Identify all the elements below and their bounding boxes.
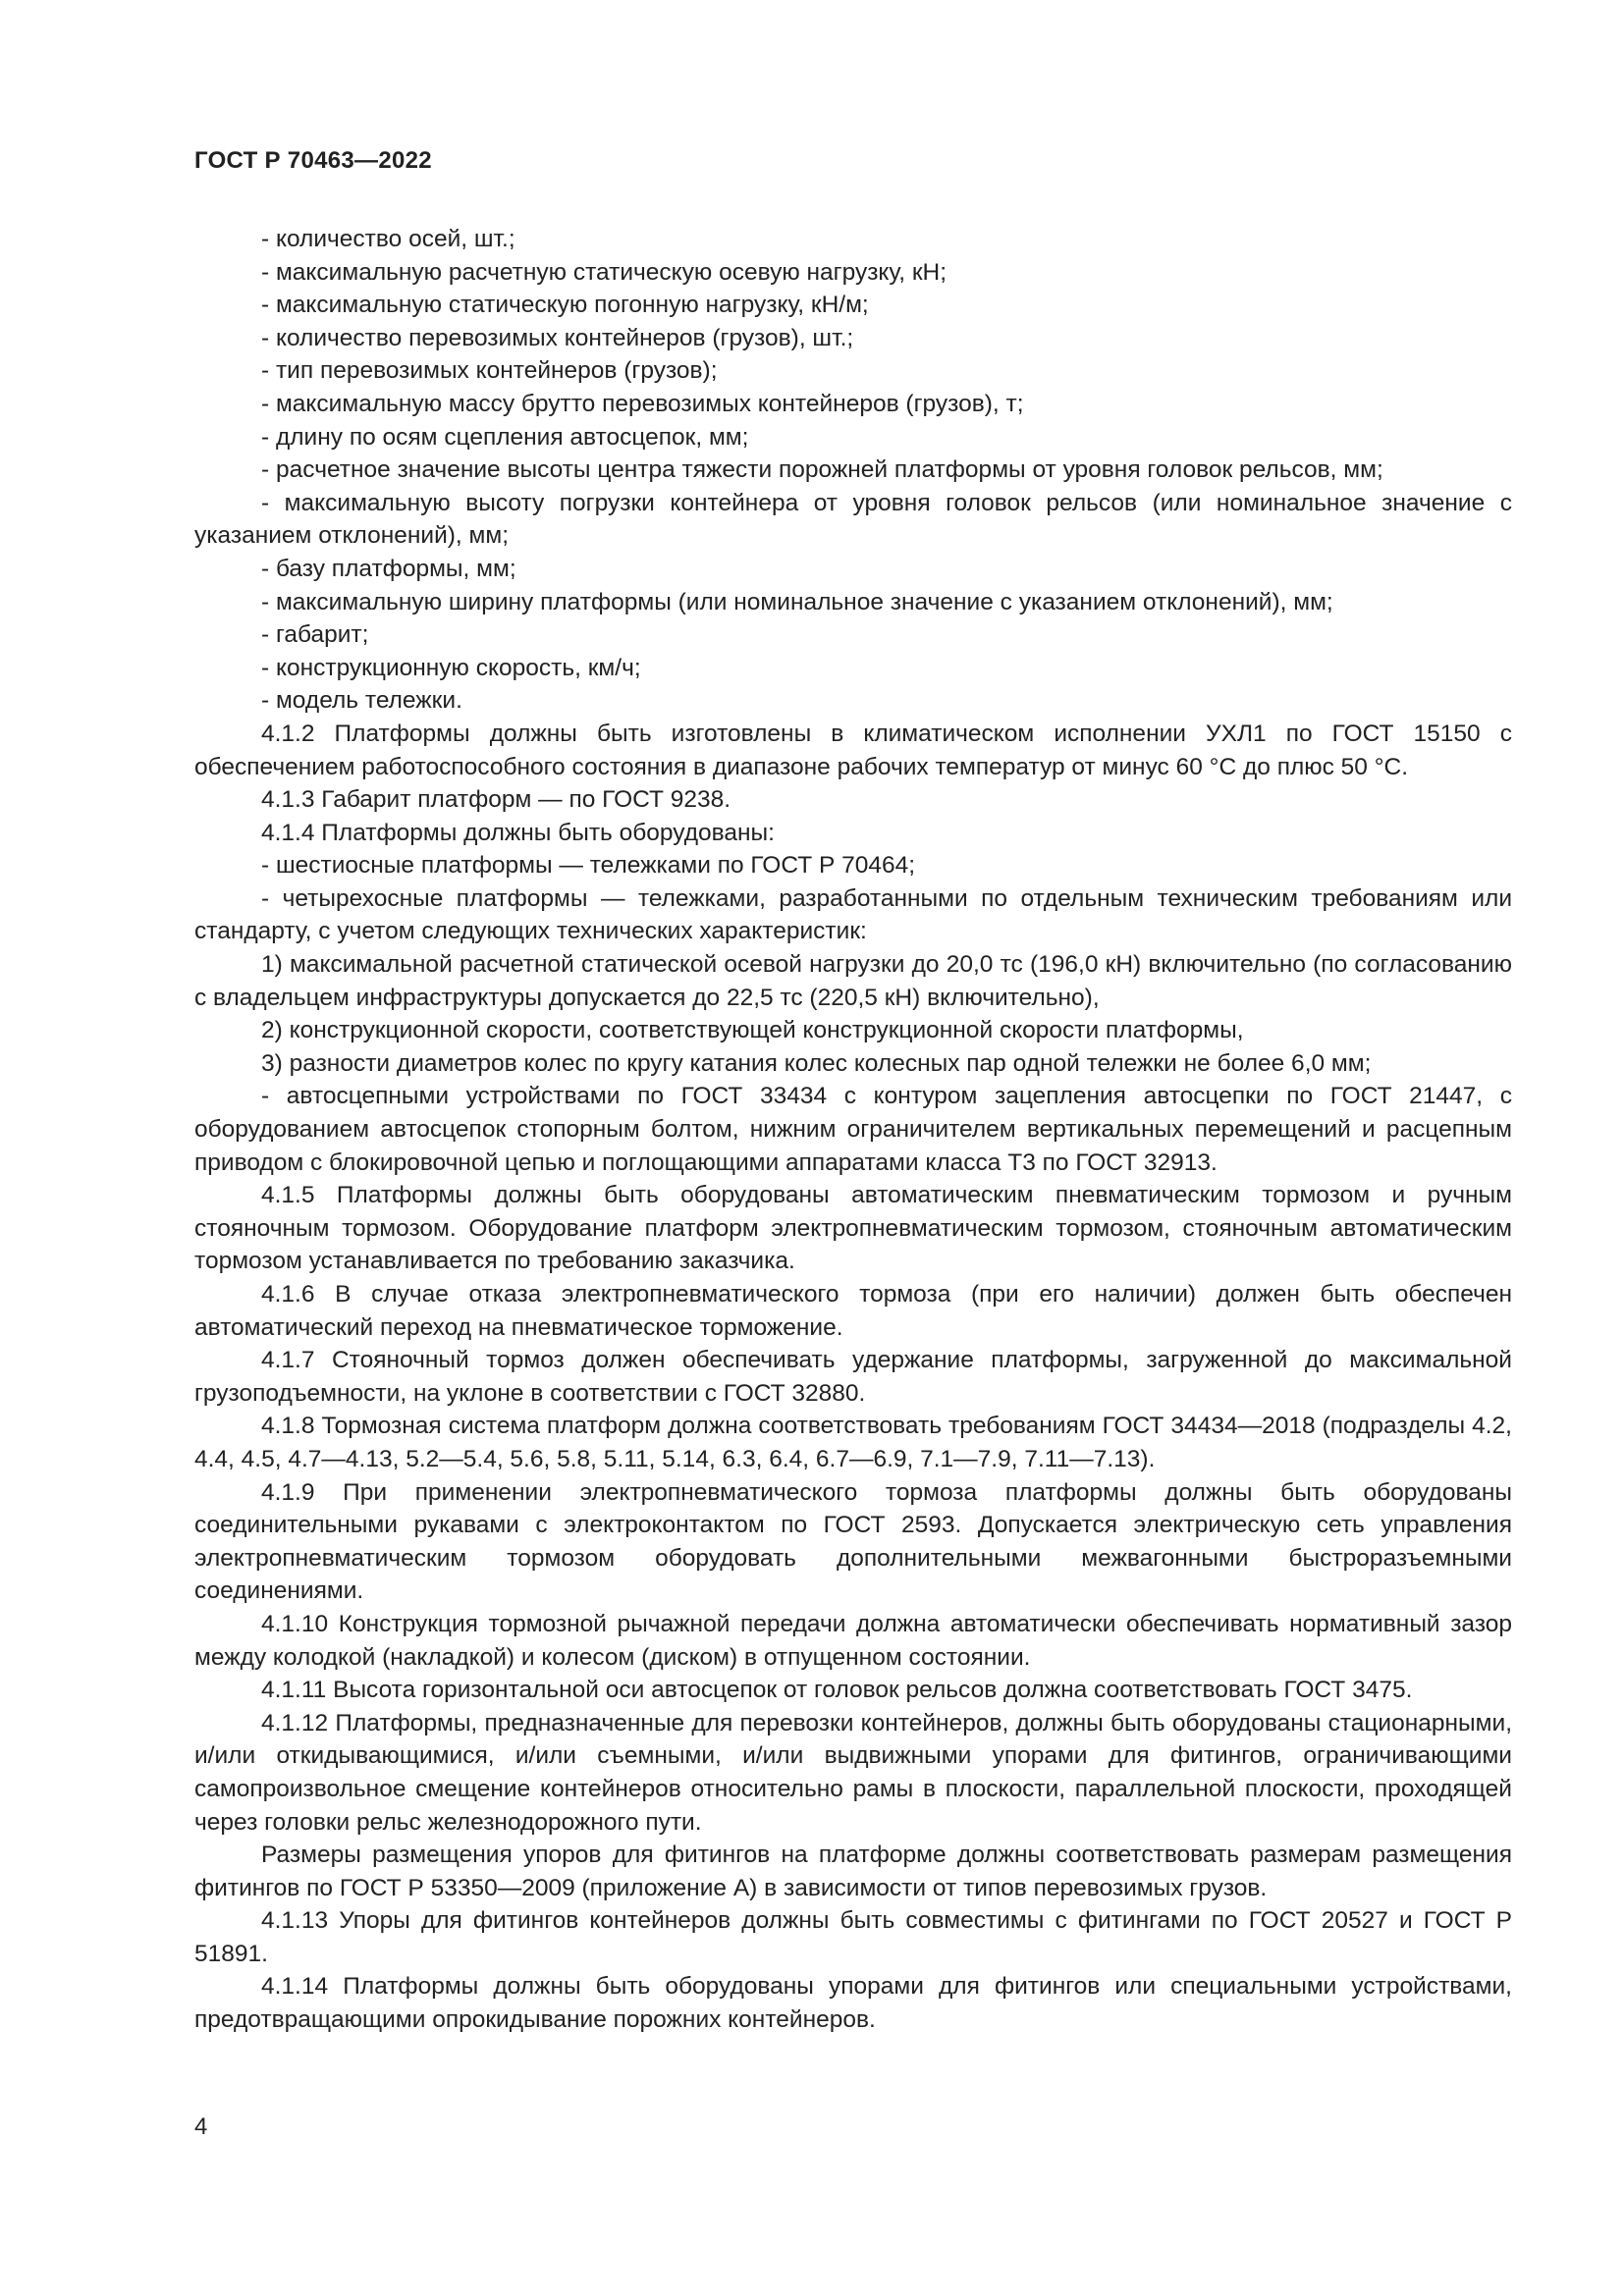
list-item: - максимальную массу брутто перевозимых контейнеров (грузов), т; bbox=[261, 390, 1024, 417]
list-item: - максимальную статическую погонную нагрузку, кН/м; bbox=[261, 292, 869, 319]
document-header: ГОСТ Р 70463—2022 bbox=[194, 147, 432, 174]
numbered-item: 2) конструкционной скорости, соответствующей конструкционной скорости платформы, bbox=[261, 1017, 1244, 1044]
clause-4-1-9: 4.1.9 При применении электропневматического тормоза платформы должны быть оборудованы соединительными рукавами с электроконтактом по ГОСТ 2593. Допускается электрическую сеть управления электропневматическим тормозом оборудовать дополнительными межвагонными быстроразъемными соединениями. bbox=[194, 1478, 1512, 1605]
list-item: - длину по осям сцепления автосцепок, мм; bbox=[261, 423, 749, 451]
list-item: - габарит; bbox=[261, 621, 369, 649]
list-item: - шестиосные платформы — тележками по ГОСТ Р 70464; bbox=[261, 852, 916, 880]
list-item: - количество осей, шт.; bbox=[261, 226, 515, 252]
clause-4-1-13: 4.1.13 Упоры для фитингов контейнеров должны быть совместимы с фитингами по ГОСТ 20527 и ГОСТ Р 51891. bbox=[194, 1907, 1512, 1967]
clause-4-1-12: 4.1.12 Платформы, предназначенные для перевозки контейнеров, должны быть оборудованы стационарными, и/или откидывающимися, и/или съемными, и/или выдвижными упорами для фитингов, ограничивающими самопроизвольное смещение контейнеров относительно рамы в плоскости, параллельной плоскости, проходящей через головки рельс железнодорожного пути. bbox=[194, 1709, 1512, 1836]
clause-4-1-7: 4.1.7 Стояночный тормоз должен обеспечивать удержание платформы, загруженной до максимальной грузоподъемности, на уклоне в соответствии с ГОСТ 32880. bbox=[194, 1347, 1512, 1407]
list-item: - расчетное значение высоты центра тяжести порожней платформы от уровня головок рельсов, мм; bbox=[261, 456, 1383, 484]
clause-4-1-2: 4.1.2 Платформы должны быть изготовлены в климатическом исполнении УХЛ1 по ГОСТ 15150 с обеспечением работоспособного состояния в диапазоне рабочих температур от минус 60 °С до плюс 50 °С. bbox=[194, 720, 1512, 780]
list-item: - четырехосные платформы — тележками, разработанными по отдельным техническим требованиям или стандарту, с учетом следующих технических характеристик: bbox=[194, 884, 1512, 945]
clause-4-1-14: 4.1.14 Платформы должны быть оборудованы упорами для фитингов или специальными устройствами, предотвращающими опрокидывание порожних контейнеров. bbox=[194, 1973, 1512, 2034]
clause-4-1-12-note: Размеры размещения упоров для фитингов на платформе должны соответствовать размерам размещения фитингов по ГОСТ Р 53350—2009 (приложение А) в зависимости от типов перевозимых грузов. bbox=[194, 1842, 1512, 1901]
list-item: - максимальную высоту погрузки контейнера от уровня головок рельсов (или номинальное значение с указанием отклонений), мм; bbox=[194, 489, 1512, 550]
clause-4-1-3: 4.1.3 Габарит платформ — по ГОСТ 9238. bbox=[261, 786, 731, 814]
clause-4-1-5: 4.1.5 Платформы должны быть оборудованы автоматическим пневматическим тормозом и ручным стояночным тормозом. Оборудование платформ электропневматическим тормозом, стояночным автоматическим тормозом устанавливается по требованию заказчика. bbox=[194, 1182, 1512, 1275]
numbered-item: 1) максимальной расчетной статической осевой нагрузки до 20,0 тс (196,0 кН) включительно (по согласованию с владельцем инфраструктуры допускается до 22,5 тс (220,5 кН) включительно), bbox=[194, 951, 1512, 1011]
list-item: - конструкционную скорость, км/ч; bbox=[261, 654, 641, 681]
list-item: - количество перевозимых контейнеров (грузов), шт.; bbox=[261, 324, 854, 351]
clause-4-1-11: 4.1.11 Высота горизонтальной оси автосцепок от головок рельсов должна соответствовать ГОСТ 3475. bbox=[261, 1677, 1413, 1704]
list-item: - максимальную ширину платформы (или номинальное значение с указанием отклонений), мм; bbox=[261, 588, 1333, 615]
list-item: - тип перевозимых контейнеров (грузов); bbox=[261, 357, 718, 385]
list-item: - модель тележки. bbox=[261, 687, 462, 715]
list-item: - максимальную расчетную статическую осевую нагрузку, кН; bbox=[261, 258, 947, 286]
numbered-item: 3) разности диаметров колес по кругу катания колес колесных пар одной тележки не более 6,0 мм; bbox=[261, 1049, 1372, 1077]
list-item: - базу платформы, мм; bbox=[261, 555, 516, 582]
clause-4-1-10: 4.1.10 Конструкция тормозной рычажной передачи должна автоматически обеспечивать нормативный зазор между колодкой (накладкой) и колесом (диском) в отпущенном состоянии. bbox=[194, 1610, 1512, 1671]
page-number: 4 bbox=[194, 2113, 208, 2140]
clause-4-1-4: 4.1.4 Платформы должны быть оборудованы: bbox=[261, 819, 775, 846]
list-item: - автосцепными устройствами по ГОСТ 33434 с контуром зацепления автосцепки по ГОСТ 21447, с оборудованием автосцепок стопорным болтом, нижним ограничителем вертикальных перемещений и расцепным приводом с блокировочной цепью и поглощающими аппаратами класса Т3 по ГОСТ 32913. bbox=[194, 1083, 1512, 1176]
clause-4-1-6: 4.1.6 В случае отказа электропневматического тормоза (при его наличии) должен быть обеспечен автоматический переход на пневматическое торможение. bbox=[194, 1281, 1512, 1341]
document-body bbox=[194, 223, 1512, 2037]
clause-4-1-8: 4.1.8 Тормозная система платформ должна соответствовать требованиям ГОСТ 34434—2018 (подразделы 4.2, 4.4, 4.5, 4.7—4.13, 5.2—5.4, 5.6, 5.8, 5.11, 5.14, 6.3, 6.4, 6.7—6.9, 7.1—7.9, 7.11—7.13). bbox=[194, 1413, 1512, 1472]
